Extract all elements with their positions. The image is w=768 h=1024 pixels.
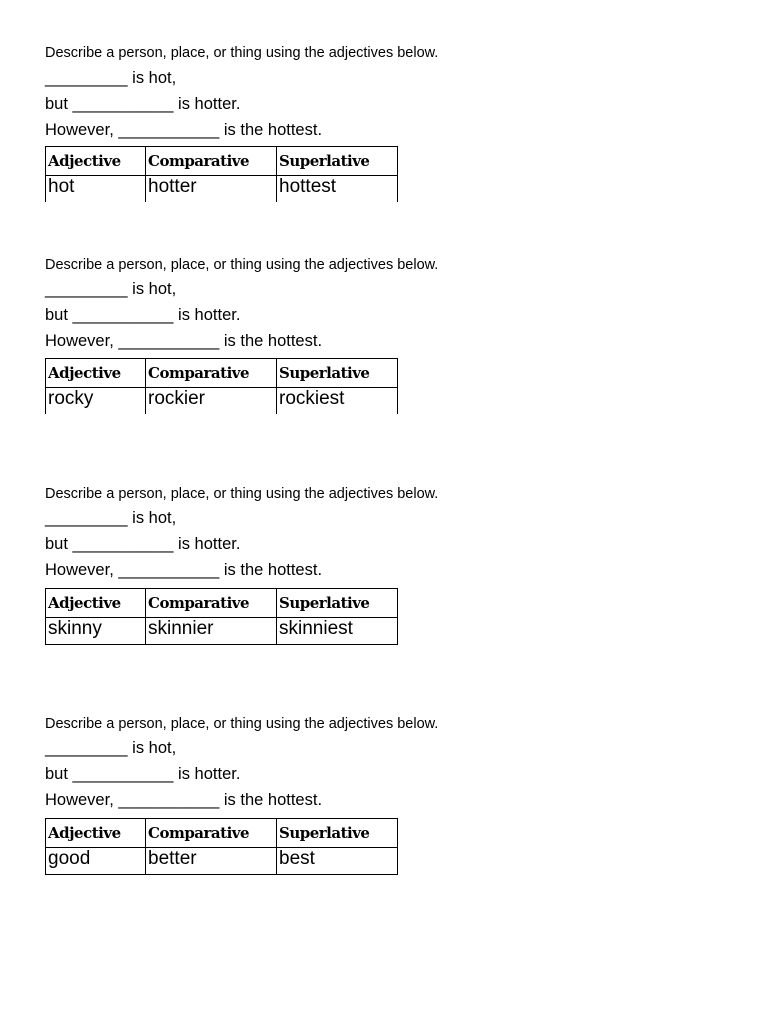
header-comparative: Comparative [146, 147, 277, 176]
cell-comparative: better [146, 848, 277, 875]
cell-superlative: hottest [277, 176, 398, 203]
sentence-line-2: but ___________ is hotter. [45, 306, 241, 324]
header-superlative: Superlative [277, 819, 398, 848]
cell-superlative: rockiest [277, 388, 398, 415]
table-row [46, 176, 398, 203]
cell-adjective: rocky [46, 388, 146, 415]
table-header-row [46, 359, 398, 388]
cell-comparative: hotter [146, 176, 277, 203]
cell-adjective: skinny [46, 618, 146, 645]
sentence-line-3: However, ___________ is the hottest. [45, 791, 323, 809]
sentence-line-3: However, ___________ is the hottest. [45, 121, 323, 139]
header-comparative: Comparative [146, 589, 277, 618]
sentence-line-2: but ___________ is hotter. [45, 535, 241, 553]
cell-adjective: hot [46, 176, 146, 203]
header-adjective: Adjective [46, 589, 146, 618]
sentence-line-2: but ___________ is hotter. [45, 95, 241, 113]
cell-superlative: best [277, 848, 398, 875]
header-adjective: Adjective [46, 359, 146, 388]
table-header-row [46, 589, 398, 618]
cell-comparative: rockier [146, 388, 277, 415]
header-superlative: Superlative [277, 589, 398, 618]
cell-comparative: skinnier [146, 618, 277, 645]
header-adjective: Adjective [46, 147, 146, 176]
adjective-table [45, 818, 398, 875]
sentence-line-1: _________ is hot, [45, 280, 177, 298]
table-row [46, 388, 398, 415]
sentence-line-3: However, ___________ is the hottest. [45, 332, 323, 350]
sentence-line-1: _________ is hot, [45, 69, 177, 87]
adjective-table [45, 588, 398, 645]
instruction-text: Describe a person, place, or thing using the adjectives below. [45, 257, 439, 273]
cell-superlative: skinniest [277, 618, 398, 645]
cell-adjective: good [46, 848, 146, 875]
table-row [46, 848, 398, 875]
header-superlative: Superlative [277, 147, 398, 176]
adjective-table [45, 146, 398, 202]
table-row [46, 618, 398, 645]
sentence-line-1: _________ is hot, [45, 509, 177, 527]
instruction-text: Describe a person, place, or thing using the adjectives below. [45, 45, 439, 61]
instruction-text: Describe a person, place, or thing using the adjectives below. [45, 716, 439, 732]
header-comparative: Comparative [146, 819, 277, 848]
adjective-table [45, 358, 398, 414]
table-header-row [46, 819, 398, 848]
sentence-line-3: However, ___________ is the hottest. [45, 561, 323, 579]
table-header-row [46, 147, 398, 176]
sentence-line-2: but ___________ is hotter. [45, 765, 241, 783]
instruction-text: Describe a person, place, or thing using the adjectives below. [45, 486, 439, 502]
header-superlative: Superlative [277, 359, 398, 388]
header-adjective: Adjective [46, 819, 146, 848]
header-comparative: Comparative [146, 359, 277, 388]
sentence-line-1: _________ is hot, [45, 739, 177, 757]
